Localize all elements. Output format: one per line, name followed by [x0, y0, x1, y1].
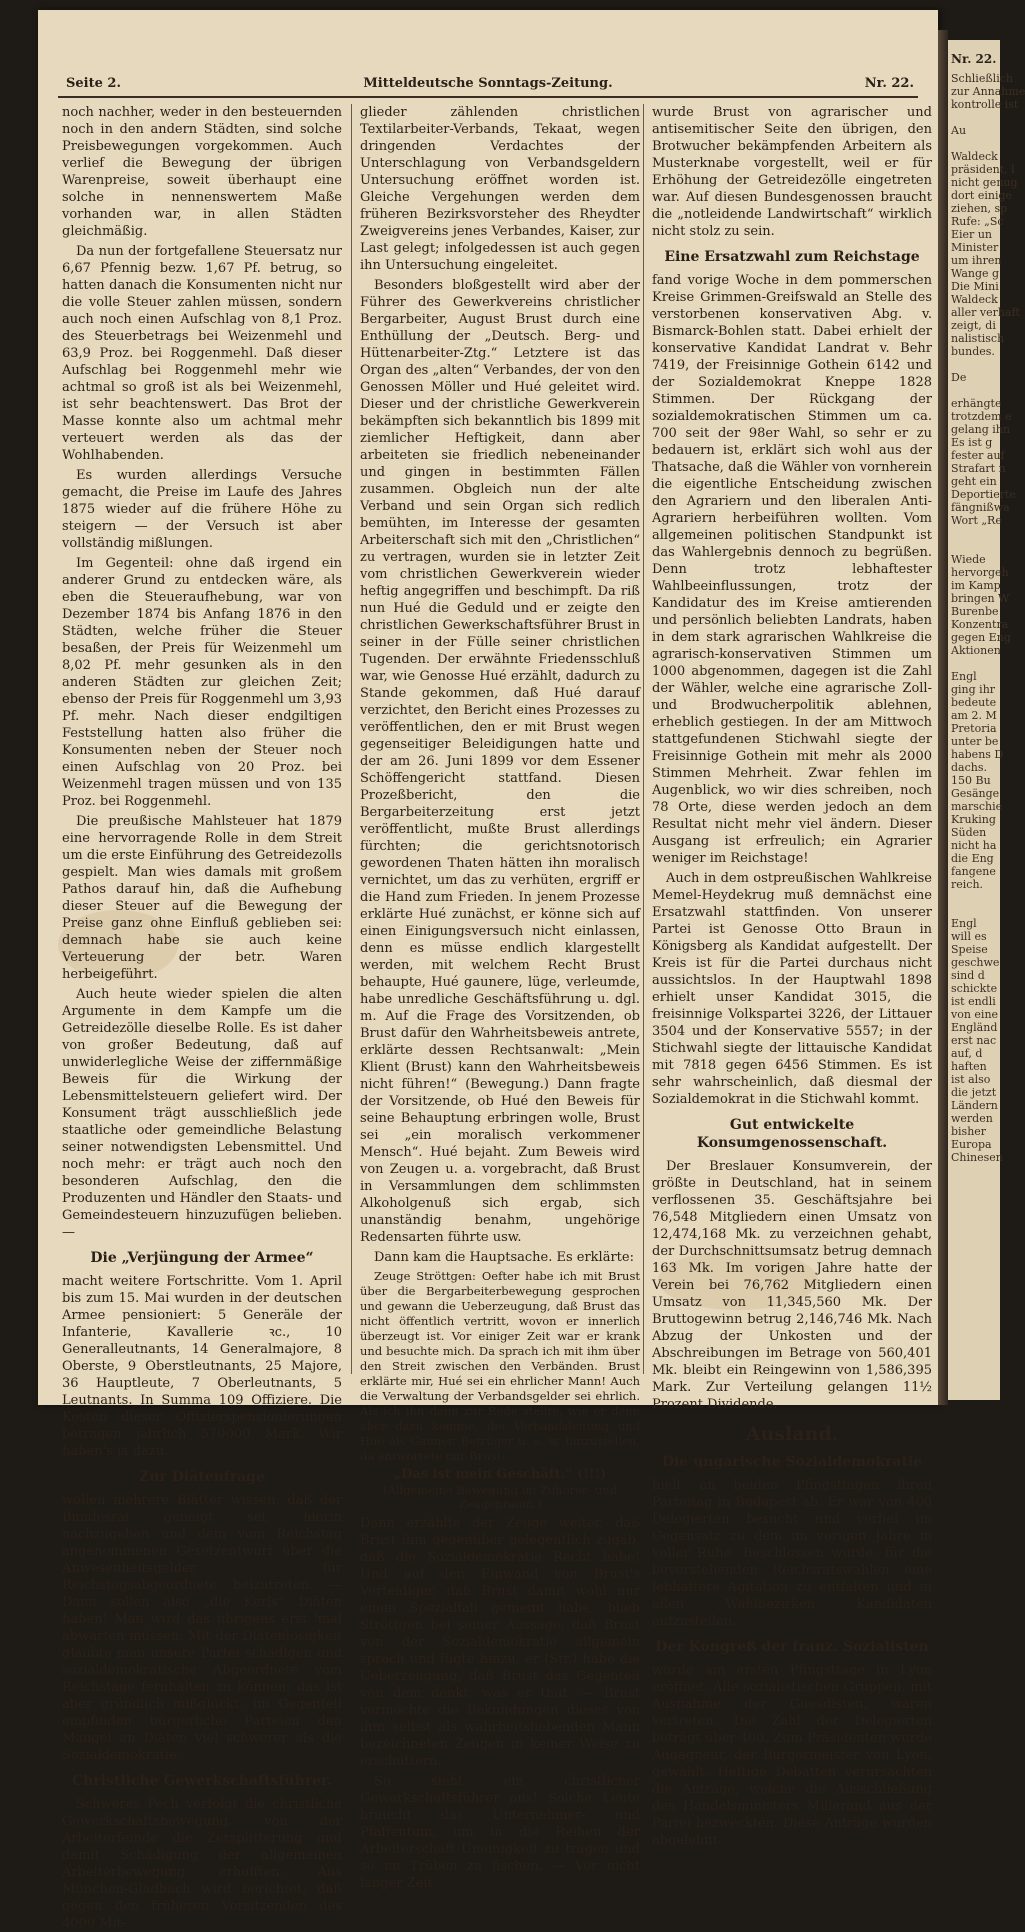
adjacent-page-line: Aktionen — [951, 644, 1001, 657]
adjacent-page-line: die jetzt — [951, 1086, 997, 1099]
article-heading: Der Kongreß der franz. Sozialisten — [655, 1639, 929, 1655]
adjacent-page-line: fester auf — [951, 449, 1005, 462]
adjacent-page-line: erst nac — [951, 1034, 997, 1047]
adjacent-page-line: Europa — [951, 1138, 992, 1151]
paragraph: Besonders bloßgestellt wird aber der Führer des Gewerkvereins christlicher Bergarbeiter, August Brust durch eine Enthüllung der „Deutsch. Berg- und Hüttenarbeiter-Ztg.“ Letztere ist das Organ des „alten“ Verbandes, der von den Genossen Möller und Hué geleitet wird. Dieser und der christliche Gewerkverein bekämpften sich bekanntlich bis 1899 mit ziemlicher Heftigkeit, dann aber arbeiteten sie friedlich nebeneinander und gingen in bestimmten Fällen zusammen. Obgleich nun der alte Verband und sein Organ sich redlich bemühten, im Interesse der gesamten Arbeiterschaft sich mit den „Christlichen“ zu vertragen, wurden sie in letzter Zeit vom christlichen Gewerkverein wieder heftig angegriffen und beschimpft. Da riß nun Hué die Geduld und er zeigte den christlichen Gewerkschaftsführer Brust in seiner in der Fülle seiner christlichen Tugenden. Der erwähnte Friedensschluß war, wie Genosse Hué erzählt, dadurch zu Stande gekommen, daß Hué darauf verzichtet, den Bericht eines Prozesses zu veröffentlichen, den er mit Brust wegen gegenseitiger Beleidigungen hatte und der am 26. Juni 1899 vor dem Essener Schöffengericht stattfand. Diesen Prozeßbericht, den die Bergarbeiterzeitung erst jetzt veröffentlicht, mußte Brust allerdings fürchten; die gerichtsnotorisch gewordenen Thaten hätten ihn moralisch vernichtet, um das zu verhüten, ergriff er die Hand zum Frieden. In jenem Prozesse erklärte Hué zunächst, er könne sich auf einen Einigungsversuch nicht einlassen, denn es müsse endlich klargestellt werden, mit welchem Recht Brust behaupte, Hué gaunere, lüge, verleumde, habe unredliche Geschäftsführung u. dgl. m. Auf die Frage des Vorsitzenden, ob Brust dafür den Wahrheitsbeweis antrete, erklärte dessen Rechtsanwalt: „Mein Klient (Brust) kann den Wahrheitsbeweis nicht führen!“ (Bewegung.) Dann fragte der Vorsitzende, ob Hué den Beweis für seine Behauptung erbringen wolle, Brust sei „ein moralisch verkommener Mensch“. Hué bejaht. Zum Beweis wird von Zeugen u. a. vorgebracht, daß Brust in Versammlungen dem schlimmsten Alkoholgenuß sich ergab, sich unanständig benahm, ungehörige Redensarten führte usw. — [360, 278, 640, 1245]
adjacent-page-line: sind d — [951, 969, 985, 982]
adjacent-page-line: Waldeck — [951, 293, 998, 306]
adjacent-page-line: Ländern — [951, 1099, 998, 1112]
adjacent-page-line: unter be — [951, 735, 999, 748]
adjacent-page-line: werden — [951, 1112, 993, 1125]
adjacent-page-line: Wort „Re — [951, 514, 1002, 527]
adjacent-page-line: Wiede — [951, 553, 986, 566]
adjacent-page-line: Speise — [951, 943, 988, 956]
adjacent-page-line: kontrolle ist — [951, 98, 1019, 111]
adjacent-page-line: Engl — [951, 670, 977, 683]
book-spine — [938, 30, 948, 1405]
adjacent-page-line: auf, d — [951, 1047, 983, 1060]
adjacent-page-line — [951, 904, 1000, 917]
adjacent-page-line: Burenbe — [951, 605, 999, 618]
adjacent-page-line: nicht genug — [951, 176, 1018, 189]
adjacent-page-line: nalistisch — [951, 332, 1005, 345]
column-1 — [62, 104, 342, 1931]
adjacent-page-number: Nr. 22. — [951, 52, 997, 66]
adjacent-page-line: trotzdem e — [951, 410, 1012, 423]
adjacent-page-line: Rufe: „Sc — [951, 215, 1004, 228]
adjacent-page-line: habens D — [951, 748, 1004, 761]
page-number: Seite 2. — [66, 76, 121, 91]
paragraph: macht weitere Fortschritte. Vom 1. April bis zum 15. Mai wurden in der deutschen Armee pensioniert: 5 Generäle der Infanterie, Kavallerie ꝛc., 10 Generalleutnants, 14 Generalmajore, 8 Oberste, 9 Oberstleutnants, 25 Majore, 36 Hauptleute, 7 Oberleutnants, 5 Leutnants. In Summa 109 Offiziere. Die Kosten dieser Offizierspensionierungen betragen jährlich 570000 Mark. Wir haben's ja dazu. — [62, 1274, 342, 1459]
adjacent-page-line: im Kamp — [951, 579, 1001, 592]
adjacent-page-line: marschie — [951, 800, 1003, 813]
adjacent-page-line — [951, 540, 1000, 553]
paragraph: Auch in dem ostpreußischen Wahlkreise Memel-Heydekrug muß demnächst eine Ersatzwahl stattfinden. Von unserer Partei ist Genosse Otto Braun in Königsberg als Kandidat aufgestellt. Der Kreis ist für die Partei durchaus nicht aussichtslos. In der Hauptwahl 1898 erhielt unser Kandidat 3015, die freisinnige Volkspartei 3226, der Littauer 3504 und der Konservative 5557; in der Stichwahl siegte der littauische Kandidat mit 7818 gegen 6456 Stimmen. Es ist sehr wahrscheinlich, daß diesmal der Sozialdemokrat in die Stichwahl kommt. — [652, 871, 932, 1107]
section-heading: Ausland. — [745, 1423, 839, 1445]
adjacent-page-line: Es ist g — [951, 436, 993, 449]
adjacent-page-line: bringen W — [951, 592, 1010, 605]
adjacent-page-line: gelang ihn — [951, 423, 1010, 436]
issue-number: Nr. 22. — [864, 76, 914, 91]
adjacent-page-line: bundes. — [951, 345, 995, 358]
adjacent-page-line: geht ein — [951, 475, 997, 488]
adjacent-page-line: De — [951, 371, 967, 384]
paragraph: Schweres Pech verfolgt die christliche Gewerkschaftsbewegung, von der Arbeiterfeinde die Zersplitterung und damit Schädigung der allgemeinen Arbeiterbewegung erhofften. Aus München-Gladbach wird berichtet, daß gegen den früheren Vorsitzenden des 4000 Mit- — [62, 1797, 342, 1931]
paragraph: wurde am ersten Pfingsttage in Lyon eröffnet. Alle sozialistischen Gruppen, mit Ausnahme der Guesdisten, waren vertreten. Die Zahl der Delegierten beträgt über 400. Zum Präsidenten wurde Augagneur, der Bürgermeister von Lyon, gewählt. Heftige Debatten verursachten die Anträge, welche die Ausschließung des Handelsministers Millerand aus der Partei bezweckten. Diese Anträge wurden abgelehnt. — [652, 1663, 932, 1848]
adjacent-page-line: um ihren — [951, 254, 1002, 267]
quote-heading: „Das ist mein Geschäft.“ (!!!) — [393, 1467, 607, 1482]
article-heading: Gut entwickelte Konsumgenossenschaft. — [696, 1117, 888, 1151]
adjacent-page-line: zur Annahme — [951, 85, 1025, 98]
adjacent-page-line: hervorgeh — [951, 566, 1009, 579]
adjacent-page-line: Au — [951, 124, 967, 137]
adjacent-page-line: Waldeck — [951, 150, 998, 163]
quote-subheading: (Allgemeine Bewegung im Zuhörer- und Zeugenraum.) — [382, 1483, 618, 1511]
adjacent-page-line — [951, 358, 1000, 371]
paragraph: So sieht ein christlicher Gewerkschaftsführer aus! Solche Leute braucht das Unternehmer- und Pfaffentum, um in die Reihen der Arbeiterschaft Uneinigkeit zu tragen und so im Trüben zu fischen. — Vor nicht langer Zeit — [360, 1774, 640, 1891]
paragraph: wollen mehrere Blätter wissen, daß der Bundesrat geneigt sei, hierin nachzugeben und dem vom Reichstag angenommenen Gesetzentwurf über die Anwesenheitsgelder für Reichstagsabgeordnete beizutreten. — Dann sollen also „die Kerls“ Diäten haben! Man wird das übrigens erst 'mal abwarten müssen. Mit der Diätenlosigkeit glaubte man unsere Partei schädigen und sozialdemokratische Abgeordnete vom Reichstage fernhalten zu können; das ist aber gründlich mißglückt. Im Gegenteil empfinden bürgerliche Parteien den Mangel an Diäten viel schwerer als die Sozialdemokratie. — [62, 1493, 342, 1763]
adjacent-page-edge — [948, 40, 1025, 1400]
adjacent-page-line: reich. — [951, 878, 984, 891]
adjacent-page-text — [948, 72, 1025, 1164]
adjacent-page-line: Pretoria — [951, 722, 997, 735]
adjacent-page-line: Gesänge — [951, 787, 1000, 800]
adjacent-page-line: ziehen, sp — [951, 202, 1008, 215]
paragraph: Im Gegenteil: ohne daß irgend ein anderer Grund zu entdecken wäre, als eben die Steueraufhebung, war von Dezember 1874 bis Anfang 1876 in den Städten, welche früher die Steuer besaßen, der Preis für Weizenmehl um 8,02 Pf. mehr gesunken als in den anderen Städten zur gleichen Zeit; ebenso der Preis für Roggenmehl um 3,93 Pf. mehr. Nach dieser endgiltigen Feststellung hatten also früher die Konsumenten neben der Steuer noch einen Aufschlag von 20 Proz. bei Weizenmehl tragen müssen und von 135 Proz. bei Roggenmehl. — [62, 556, 342, 809]
header-rule — [58, 96, 918, 98]
adjacent-page-line — [951, 137, 1000, 150]
adjacent-page-line: Eier un — [951, 228, 992, 241]
adjacent-page-line: Engländ — [951, 1021, 998, 1034]
adjacent-page-line: Engl — [951, 917, 977, 930]
adjacent-page-line: dachs. — [951, 761, 987, 774]
paragraph: wurde Brust von agrarischer und antisemitischer Seite den übrigen, den Brotwucher bekämpfenden Arbeitern als Musterknabe vorgestellt, weil er für Erhöhung der Getreidezölle eingetreten war. Auf diesen Bundesgenossen braucht die „notleidende Landwirtschaft“ wirklich nicht stolz zu sein. — [652, 105, 932, 239]
adjacent-page-line — [951, 891, 1000, 904]
paragraph: noch nachher, weder in den besteuernden noch in den andern Städten, sind solche Preisbewegungen vorgekommen. Auch verlief die Bewegung der übrigen Warenpreise, soweit überhaupt eine solche in nennenswertem Maße vorhanden war, in allen Städten gleichmäßig. — [62, 105, 342, 239]
adjacent-page-line: fängnißwa — [951, 501, 1010, 514]
adjacent-page-line: bisher — [951, 1125, 987, 1138]
adjacent-page-line: Chinesen — [951, 1151, 1003, 1164]
adjacent-page-line: präsident, l — [951, 163, 1015, 176]
adjacent-page-line: ging ihr — [951, 683, 996, 696]
paragraph: Da nun der fortgefallene Steuersatz nur 6,67 Pfennig bezw. 1,67 Pf. betrug, so hatten danach die Konsumenten nicht nur die volle Steuer zahlen müssen, sondern auch noch einen Aufschlag von 8,1 Proz. des Steuerbetrags bei Weizenmehl und 63,9 Proz. bei Roggenmehl. Daß dieser Aufschlag bei Roggenmehl mehr wie achtmal so groß ist als bei Weizenmehl, ist sehr beachtenswert. Das Brot der Masse konnte also um achtmal mehr verteuert werden als das der Wohlhabenden. — [62, 244, 342, 463]
adjacent-page-line — [951, 384, 1000, 397]
adjacent-page-line: fangene — [951, 865, 996, 878]
adjacent-page-line — [951, 657, 1000, 670]
article-heading: Die „Verjüngung der Armee“ — [90, 1250, 314, 1266]
testimony-paragraph: Zeuge Ströttgen: Oefter habe ich mit Brust über die Bergarbeiterbewegung gesprochen und gewann die Ueberzeugung, daß Brust das nicht öffentlich vertritt, wovon er innerlich überzeugt ist. Vor einiger Zeit war er krank und besuchte mich. Da sprach ich mit ihm über den Streit zwischen den Verbänden. Brust erklärte mir, Hué sei ein ehrlicher Mann! Auch die Verwaltung der Verbandsgelder sei ehrlich. Als ich ihn dann zur Rede stellte, wie er denn aber dazu komme, die Verbandsleitung und Hué als Gauner, Betrüger u. s. w. hinzustellen, da antwortete mir Brust: — [360, 1269, 640, 1463]
paragraph: Dann kam die Hauptsache. Es erklärte: — [374, 1250, 634, 1265]
adjacent-page-line: will es — [951, 930, 987, 943]
adjacent-page-line: am 2. M — [951, 709, 997, 722]
adjacent-page-line — [951, 527, 1000, 540]
adjacent-page-line: Die Mini — [951, 280, 999, 293]
adjacent-page-line: die Eng — [951, 852, 994, 865]
adjacent-page-line: bedeute — [951, 696, 997, 709]
paragraph: Die preußische Mahlsteuer hat 1879 eine hervorragende Rolle in dem Streit um die erste Einführung des Getreidezolls gespielt. Man wies damals mit großem Pathos darauf hin, daß die Aufhebung dieser Steuer auf die Bewegung der Preise ganz ohne Einfluß geblieben sei: demnach habe sie auch keine Verteuerung der betr. Waren herbeigeführt. — [62, 814, 342, 982]
paragraph: hielt an beiden Pfingsttagen ihren Parteitag in Budapest ab. Er war von 400 Delegierten besucht und verlief im Gegensatz zu dem im vorigen Jahre in voller Ruhe. Beschlossen wurde, für die bevorstehenden Reichsratswahlen eine lebhaftere Agitation zu entfalten und in allen Wahlbezirken Kandidaten aufzustellen. — [652, 1478, 932, 1629]
column-divider — [643, 104, 644, 1374]
paragraph: Dann erzählte der Zeuge weiter, daß Brust ihm gegenüber gelegentlich zugab, daß die Sozialdemokratie Recht habe! Und auf den Einwand von Brust's Verteidiger, daß Brust damit wohl nur einen Spezialfall gemeint habe, blieb Ströttgen bei seiner Aussage, daß Brust von der Sozialdemokratie allgemein sprach und fügte hinzu, er (Str.) habe die Ueberzeugung, daß Brust das Gegenteil von dem denkt, was er thut. — Brust vermochte die Bekundungen dieses von ihm selbst als wahrheitsliebenden Mann bezeichneten Zeugen in keiner Weise zu erschüttern. — [360, 1516, 640, 1769]
adjacent-page-line: dort einige — [951, 189, 1013, 202]
adjacent-page-line: zeigt, di — [951, 319, 996, 332]
adjacent-page-line: Kruking — [951, 813, 996, 826]
adjacent-page-line: geschwe — [951, 956, 1000, 969]
article-heading: Zur Diätenfrage — [139, 1469, 265, 1485]
adjacent-page-line: ist endli — [951, 995, 996, 1008]
paragraph: Der Breslauer Konsumverein, der größte in Deutschland, hat in seinem verflossenen 35. Geschäftsjahre bei 76,548 Mitgliedern einen Umsatz von 12,474,168 Mk. zu verzeichnen gehabt, der Durchschnittsumsatz betrug demnach 163 Mk. Im vorigen Jahre hatte der Verein bei 76,762 Mitgliedern einen Umsatz von 11,345,560 Mk. Der Bruttogewinn betrug 2,146,746 Mk. Nach Abzug der Unkosten und der Abschreibungen im Betrage von 560,401 Mk. bleibt ein Reingewinn von 1,586,395 Mark. Zur Verteilung gelangen 11½ Prozent Dividende. — [652, 1159, 932, 1412]
adjacent-page-line: Schließlich — [951, 72, 1013, 85]
paragraph: Es wurden allerdings Versuche gemacht, die Preise im Laufe des Jahres 1875 wieder auf die frühere Höhe zu steigern — der Versuch ist aber vollständig mißlungen. — [62, 468, 342, 551]
paragraph: fand vorige Woche in dem pommerschen Kreise Grimmen-Greifswald an Stelle des verstorbenen konservativen Abg. v. Bismarck-Bohlen statt. Dabei erhielt der konservative Kandidat Landrat v. Behr 7419, der Freisinnige Gothein 6142 und der Sozialdemokrat Kneppe 1828 Stimmen. Der Rückgang der sozialdemokratischen Stimmen um ca. 700 seit der 98er Wahl, so sehr er zu bedauern ist, erklärt sich wohl aus der Thatsache, daß die Wähler von vornherein die eigentliche Entscheidung zwischen den Agrariern und den liberalen Anti-Agrariern herbeiführen wollten. Vom allgemeinen politischen Standpunkt ist das Wahlergebnis dennoch zu begrüßen. Denn trotz lebhaftester Wahlbeeinflussungen, trotz der Kandidatur des im Kreise amtierenden und persönlich beliebten Landrats, haben in dem stark agrarischen Wahlkreise die agrarisch-konservativen Stimmen um 1000 abgenommen, dagegen ist die Zahl der Wähler, welche eine agrarische Zoll- und Brodwucherpolitik ablehnen, erheblich gestiegen. In der am Mittwoch stattgefundenen Stichwahl siegte der Freisinnige Gothein mit mehr als 2000 Stimmen Mehrheit. Zwar fehlen im Augenblick, wo wir dies schreiben, noch 78 Orte, diese werden jedoch an dem Resultat nicht mehr viel ändern. Dieser Ausgang ist erfreulich; ein Agrarier weniger im Reichstage! — [652, 273, 932, 866]
adjacent-page-line: Strafart n — [951, 462, 1006, 475]
adjacent-page-line: Deportierte — [951, 488, 1016, 501]
adjacent-page-line — [951, 111, 1000, 124]
article-heading: Eine Ersatzwahl zum Reichstage — [664, 249, 920, 265]
adjacent-page-line: gegen Eng — [951, 631, 1011, 644]
adjacent-page-line: Konzentra — [951, 618, 1009, 631]
article-heading: Christliche Gewerkschaftsführer. — [71, 1773, 333, 1789]
adjacent-page-line: Süden — [951, 826, 987, 839]
column-3 — [652, 104, 932, 1848]
column-divider — [351, 104, 352, 1374]
paragraph: Auch heute wieder spielen die alten Argumente in dem Kampfe um die Getreidezölle dieselbe Rolle. Es ist daher von großer Bedeutung, daß auf unwiderlegliche Weise der ziffernmäßige Beweis für die Wirkung der Lebensmittelsteuern geliefert wird. Der Konsument trägt ausschließlich jede staatliche oder gemeindliche Belastung seiner notwendigsten Lebensmittel. Und noch mehr: er trägt auch noch den besonderen Aufschlag, den die Produzenten und Händler den Staats- und Gemeindesteuern hinzuzufügen belieben. — — [62, 987, 342, 1240]
adjacent-page-line: Minister — [951, 241, 999, 254]
column-2 — [360, 104, 640, 1891]
adjacent-page-line: Wange g — [951, 267, 1000, 280]
newspaper-title: Mitteldeutsche Sonntags-Zeitung. — [363, 76, 613, 91]
adjacent-page-line: ist also — [951, 1073, 991, 1086]
paragraph: glieder zählenden christlichen Textilarbeiter-Verbands, Tekaat, wegen dringenden Verdachtes der Unterschlagung von Verbandsgeldern Untersuchung eröffnet worden ist. Gleiche Vergehungen werden dem früheren Bezirksvorsteher des Rheydter Zweigvereins jenes Verbandes, Kaiser, zur Last gelegt; infolgedessen ist auch gegen ihn Untersuchung eingeleitet. — [360, 105, 640, 273]
adjacent-page-line: haften — [951, 1060, 987, 1073]
page-header — [58, 72, 918, 96]
adjacent-page-line: erhängte — [951, 397, 1002, 410]
adjacent-page-line: schickte — [951, 982, 998, 995]
article-heading: Die ungarische Sozialdemokratie — [661, 1454, 923, 1470]
adjacent-page-line: aller verhaft — [951, 306, 1020, 319]
adjacent-page-line: von eine — [951, 1008, 999, 1021]
adjacent-page-line: nicht ha — [951, 839, 997, 852]
adjacent-page-line: 150 Bu — [951, 774, 991, 787]
